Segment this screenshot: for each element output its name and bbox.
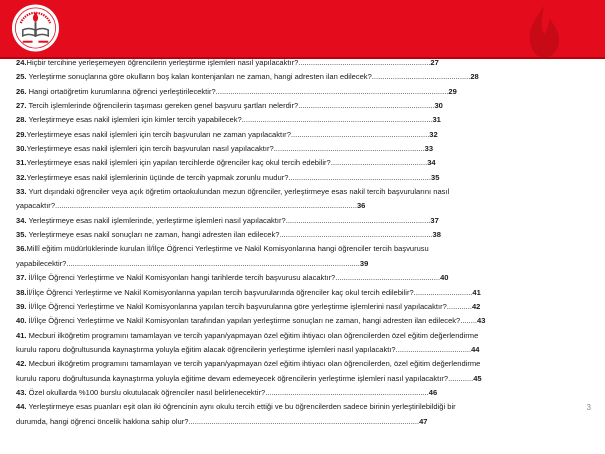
toc-entry-34[interactable]: 34. Yerleştirmeye esas nakil işlemlerinde, yerleştirme işlemleri nasıl yapılacaktır?.....................................................................37 (16, 215, 439, 225)
toc-entry-43[interactable]: 43. Özel okullarda %100 burslu okutulacak öğrenciler nasıl belirlenecektir?..............................................................................46 (16, 387, 438, 397)
toc-entry-30[interactable]: 30.Yerleştirmeye esas nakil işlemleri için tercih başvuruları nasıl yapılacaktır?........................................................................33 (16, 144, 434, 154)
toc-entry-40[interactable]: 40. İl/İlçe Öğrenci Yerleştirme ve Nakil Komisyonları tarafından yapılan yerleştirme sonuçları ne zaman, hangi adresten ilan edilecek?........43 (16, 316, 486, 326)
header-banner (0, 0, 605, 59)
toc-entry-38[interactable]: 38.İl/İlçe Öğrenci Yerleştirme ve Nakil Komisyonlarına yapılan tercih başvurularında öğrenciler kaç okul tercih edilebilir?............................41 (16, 287, 481, 297)
toc-entry-32[interactable]: 32.Yerleştirmeye esas nakil işlemlerinin üçünde de tercih yapmak zorunlu mudur?....................................................................35 (16, 172, 440, 182)
flame-watermark-icon (522, 4, 566, 58)
meb-logo-icon (11, 3, 60, 53)
toc-entry-33[interactable]: 33. Yurt dışındaki öğrenciler veya açık öğretim ortaokulundan mezun öğrenciler, yerleştirmeye esas nakil tercih başvurularını nasıl yapacaktır?................................................................................................................................................36 (16, 187, 450, 211)
toc-entry-24[interactable]: 24.Hiçbir tercihine yerleşemeyen öğrencilerin yerleştirme işlemleri nasıl yapılacaktır?...............................................................27 (16, 58, 439, 67)
slide-number: 3 (586, 403, 591, 412)
toc-entry-31[interactable]: 31.Yerleştirmeye esas nakil işlemleri için yapılan tercihlerde öğrenciler kaç okul tercih edebilir?..............................................34 (16, 158, 436, 168)
toc-entry-26[interactable]: 26. Hangi ortaöğretim kurumlarına öğrenci yerleştirilecektir?...............................................................................................................29 (16, 86, 457, 96)
toc-entry-29[interactable]: 29.Yerleştirmeye esas nakil işlemleri için tercih başvuruları ne zaman yapılacaktır?..................................................................32 (16, 129, 438, 139)
toc-entry-28[interactable]: 28. Yerleştirmeye esas nakil işlemleri için kimler tercih yapabilecek?...........................................................................................31 (16, 115, 441, 125)
table-of-contents (16, 56, 588, 429)
toc-entry-25[interactable]: 25. Yerleştirme sonuçlarına göre okulların boş kalan kontenjanları ne zaman, hangi adresten ilan edilecek?...............................................28 (16, 72, 479, 82)
toc-entry-27[interactable]: 27. Tercih işlemlerinde öğrencilerin taşıması gereken genel başvuru şartları nelerdir?.................................................................30 (16, 101, 443, 111)
toc-entry-37[interactable]: 37. İl/İlçe Öğrenci Yerleştirme ve Nakil Komisyonları hangi tarihlerde tercih başvurusu alacaktır?..................................................40 (16, 273, 449, 283)
toc-entry-35[interactable]: 35. Yerleştirmeye esas nakil sonuçları ne zaman, hangi adresten ilan edilecek?.........................................................................38 (16, 230, 441, 240)
toc-entry-44[interactable]: 44. Yerleştirmeye esas puanları eşit olan iki öğrencinin aynı okulu tercih ettiği ve bu öğrencilerden sadece birinin yerleştirilebildiği bir durumda, hangi öğrenci öncelik hakkına sahip olur?..............................................................................................................47 (16, 402, 456, 426)
toc-entry-42[interactable]: 42. Mecburi ilköğretim programını tamamlayan ve tercih yapan/yapmayan özel eğitim ihtiyacı olan öğrencilerden, özel eğitim değerlendirme kurulu raporu doğrultusunda kaynaştırma yoluyla eğitime devam edemeyecek öğrencilerin yerleştirme işlemleri nasıl yapılacaktır?............45 (16, 359, 482, 383)
toc-entry-36[interactable]: 36.Millî eğitim müdürlüklerinde kurulan İl/İlçe Öğrenci Yerleştirme ve Nakil Komisyonlarına hangi öğrenciler tercih başvurusu yapabilecektir?............................................................................................................................................39 (16, 244, 429, 268)
toc-entry-41[interactable]: 41. Mecburi ilköğretim programını tamamlayan ve tercih yapan/yapmayan özel eğitim ihtiyacı olan öğrencilerden özel eğitim değerlendirme kurulu raporu doğrultusunda kaynaştırma yoluyla eğitim alacak öğrencilerin yerleştirme işlemleri nasıl yapılacaktı?....................................44 (16, 330, 480, 354)
toc-entry-39[interactable]: 39. İl/İlçe Öğrenci Yerleştirme ve Nakil Komisyonlarına yapılan tercih başvurularına göre yerleştirme işlemlerini nasıl yapılacaktır?............42 (16, 301, 481, 311)
